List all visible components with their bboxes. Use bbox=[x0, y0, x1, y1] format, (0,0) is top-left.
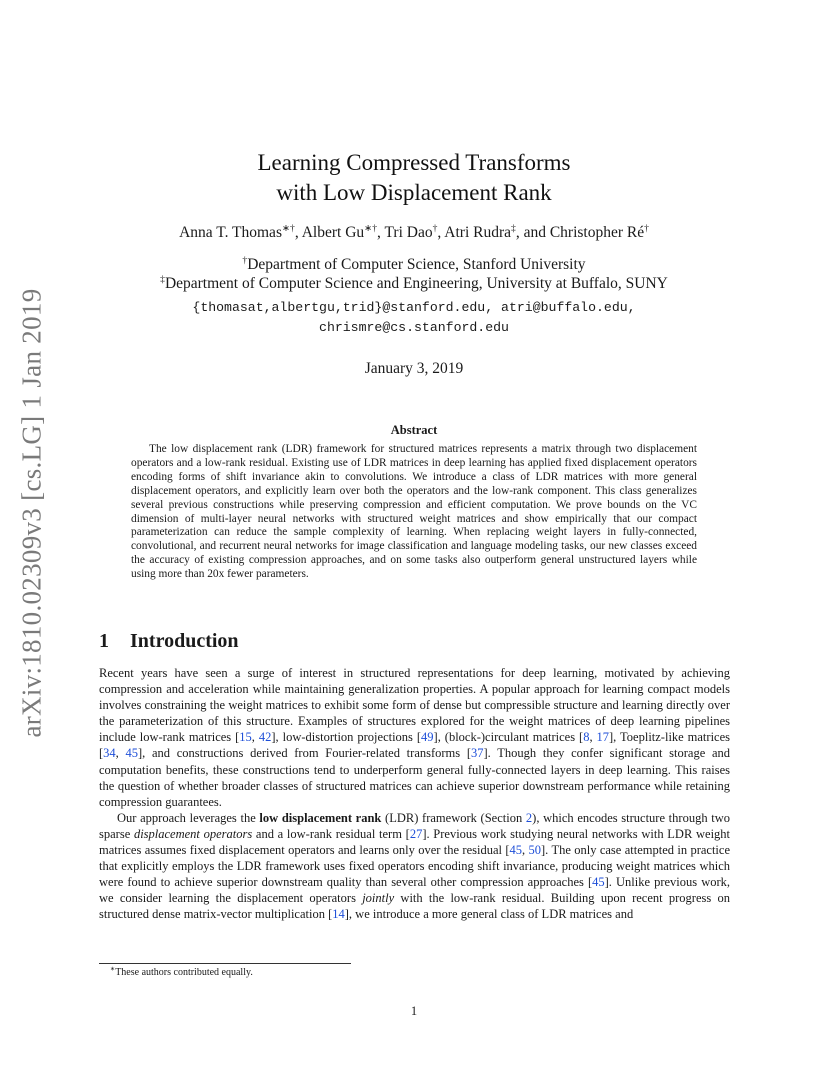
footnote bbox=[110, 966, 253, 979]
page-number: 1 bbox=[410, 1004, 418, 1018]
affiliation-text: Department of Computer Science and Engineering, University at Buffalo, SUNY bbox=[164, 275, 668, 292]
citation-link[interactable]: 27 bbox=[409, 826, 423, 841]
citation-link[interactable]: 42 bbox=[258, 730, 272, 745]
citation-link[interactable]: 8 bbox=[583, 730, 590, 745]
author-mark: ‡ bbox=[511, 222, 516, 234]
email: atri@buffalo.edu bbox=[501, 300, 628, 315]
affiliation bbox=[100, 255, 728, 274]
author-emails: {thomasat,albertgu,trid}@stanford.edu, atri@buffalo.edu, chrismre@cs.stanford.edu bbox=[192, 300, 636, 335]
citation-link[interactable]: 17 bbox=[596, 730, 610, 745]
citation-link[interactable]: 45 bbox=[125, 746, 138, 761]
paragraph: Our approach leverages the low displacement rank (LDR) framework (Section 2), which encodes structure through two sparse displacement operators and a low-rank residual term [27]. Previous work studying neural networks with LDR weight matrices assumes fixed displacement operators and learns only over the residual [45, 50]. The only case attempted in practice that explicitly employs the LDR framework uses fixed operators encoding shift invariance, producing weight matrices which were found to achieve superior downstream quality than several other compression approaches [45]. Unlike previous work, we consider learning the displacement operators jointly with the low-rank residual. Building upon recent progress on structured dense matrix-vector multiplication [14], we introduce a more general class of LDR matrices and bbox=[99, 810, 731, 922]
footnote-mark: ∗ bbox=[110, 965, 116, 973]
italic-term: jointly bbox=[362, 891, 395, 906]
section-heading bbox=[99, 629, 239, 653]
citation-link[interactable]: 45 bbox=[509, 843, 523, 858]
citation-link[interactable]: 37 bbox=[471, 746, 484, 761]
affiliation-mark: † bbox=[242, 254, 248, 266]
abstract-text: The low displacement rank (LDR) framework for structured matrices represents a matrix through two displacement operators and a low-rank residual. Existing use of LDR matrices in deep learning has applied fixed displacement operators encoding forms of shift invariance akin to convolutions. We introduce a class of LDR matrices with more general displacement operators, and explicitly learn over both the operators and the low-rank component. This class generalizes several previous constructions while preserving compression and efficient computation. We prove bounds on the VC dimension of multi-layer neural networks with structured weight matrices and show empirically that our compact parameterization can reduce the sample complexity of learning. When replacing weight layers in fully-connected, convolutional, and recurrent neural networks for image classification and language modeling tasks, our new classes exceed the accuracy of existing compression approaches, and on some tasks also outperform general unstructured layers while using more than 20x fewer parameters. bbox=[131, 443, 697, 581]
body-text bbox=[99, 665, 730, 923]
author-mark: † bbox=[432, 222, 438, 234]
section-title: Introduction bbox=[130, 630, 239, 652]
author-mark: † bbox=[644, 222, 649, 234]
author-name: Albert Gu bbox=[301, 224, 365, 241]
affiliations bbox=[100, 255, 728, 293]
affiliation-text: Department of Computer Science, Stanford University bbox=[247, 256, 586, 273]
citation-link[interactable]: 49 bbox=[421, 730, 434, 745]
author-name: Atri Rudra bbox=[444, 224, 512, 241]
citation-link[interactable]: 14 bbox=[332, 907, 345, 922]
section-link[interactable]: 2 bbox=[525, 810, 533, 825]
abstract-heading: Abstract bbox=[390, 423, 438, 437]
footnote-text: These authors contributed equally. bbox=[115, 967, 253, 978]
author-name: Anna T. Thomas bbox=[179, 224, 282, 241]
footnote-rule bbox=[99, 963, 351, 964]
author-name: Tri Dao bbox=[384, 224, 433, 241]
email: chrismre@cs.stanford.edu bbox=[319, 320, 509, 335]
author-mark: ∗† bbox=[364, 222, 377, 234]
paragraph: Recent years have seen a surge of interest in structured representations for deep learning, motivated by achieving compression and acceleration while maintaining generalization properties. A popular approach for learning compact models involves constraining the weight matrices to exhibit some form of dense but compressible structure and learning directly over the parameterization of this structure. Examples of structures explored for the weight matrices of deep learning pipelines include low-rank matrices [15, 42], low-distortion projections [49], (block-)circulant matrices [8, 17], Toeplitz-like matrices [34, 45], and constructions derived from Fourier-related transforms [37]. Though they confer significant storage and computation benefits, these constructions tend to underperform general fully-connected layers in deep learning. This raises the question of whether broader classes of structured matrices can achieve superior downstream performance while retaining compression guarantees. bbox=[99, 666, 731, 809]
author-list: Anna T. Thomas∗†, Albert Gu∗†, Tri Dao†, Atri Rudra‡, and Christopher Ré† bbox=[179, 222, 649, 241]
section-number: 1 bbox=[99, 630, 109, 652]
citation-link[interactable]: 15 bbox=[239, 730, 252, 745]
citation-link[interactable]: 50 bbox=[528, 843, 542, 858]
bold-term: low displacement rank bbox=[259, 810, 382, 825]
arxiv-identifier bbox=[16, 288, 47, 738]
citation-link[interactable]: 45 bbox=[592, 875, 605, 890]
email-group: {thomasat,albertgu,trid}@stanford.edu bbox=[192, 300, 486, 315]
paper-title bbox=[130, 148, 698, 208]
citation-link[interactable]: 34 bbox=[103, 746, 116, 761]
arxiv-identifier-text: arXiv:1810.02309v3 [cs.LG] 1 Jan 2019 bbox=[16, 288, 47, 738]
author-mark: ∗† bbox=[281, 222, 295, 234]
paper-date: January 3, 2019 bbox=[364, 360, 464, 377]
author-name: Christopher Ré bbox=[549, 224, 645, 241]
title-line-1: Learning Compressed Transforms bbox=[257, 150, 571, 175]
italic-term: displacement operators bbox=[133, 826, 253, 841]
affiliation-mark: ‡ bbox=[160, 273, 165, 285]
affiliation bbox=[100, 274, 728, 293]
title-line-2: with Low Displacement Rank bbox=[276, 180, 552, 205]
